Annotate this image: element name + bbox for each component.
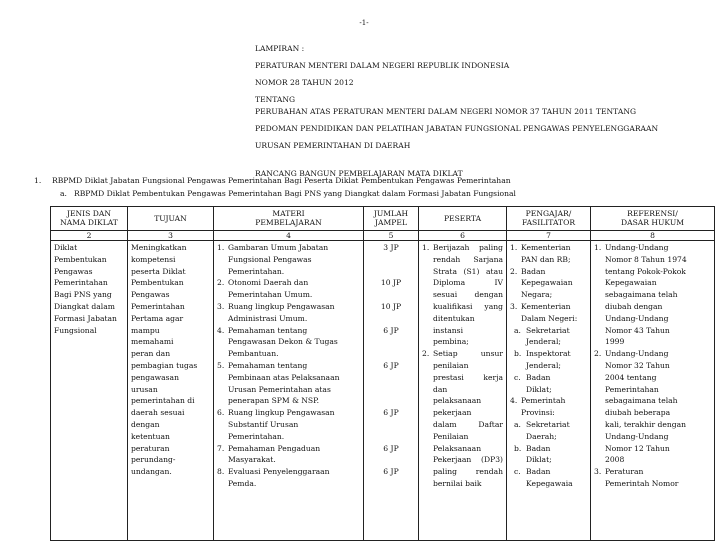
item-line: Nomor 32 Tahun: [605, 360, 670, 370]
jampel-value: [367, 289, 415, 301]
item-line: Kepegawaia: [526, 478, 573, 488]
col-number: 3: [128, 230, 214, 240]
item-text: [526, 325, 587, 349]
item-number: 3.: [594, 467, 602, 477]
item-text: [521, 266, 587, 301]
item-line: Kementerian: [521, 301, 571, 311]
cell-tujuan: [128, 240, 214, 540]
item-line: Daerah;: [526, 431, 557, 441]
item-line: Sekretariat: [526, 325, 570, 335]
item-line: Undang-Undang: [605, 313, 669, 323]
jampel-value: 3 JP: [383, 242, 399, 252]
item-line: Fungsional Pengawas: [228, 254, 312, 264]
item-number: c.: [514, 372, 521, 382]
item-line: paling rendah: [433, 467, 503, 477]
item-line: sebagaimana telah: [605, 290, 678, 300]
item-line: Pemerintahan Umum.: [228, 290, 313, 300]
section-heading: [34, 176, 511, 186]
cell-jampel: [364, 240, 419, 540]
jenis-line: Diklat: [54, 242, 78, 252]
item-line: Badan: [521, 266, 546, 276]
item-line: Pemahaman tentang: [228, 325, 308, 335]
item-number: 4.: [510, 396, 518, 406]
jenis-line: Pemerintahan: [54, 278, 108, 288]
jampel-value: [367, 254, 415, 266]
item-number: a.: [514, 325, 521, 335]
item-line: Strata (S1) atau: [433, 266, 503, 276]
item-line: Pemerintah Nomor: [605, 478, 679, 488]
col-number: 7: [507, 230, 591, 240]
item-text: [228, 325, 360, 360]
col-header-jenis: JENIS DAN NAMA DIKLAT: [51, 207, 128, 231]
regulation-number: NOMOR 28 TAHUN 2012: [255, 78, 354, 87]
item-number: 2.: [422, 349, 430, 359]
tujuan-line: kompetensi: [131, 254, 176, 264]
item-number: 1.: [594, 242, 602, 252]
pengajar-item: [510, 395, 587, 419]
jampel-value: [367, 454, 415, 466]
tentang-label: TENTANG: [255, 95, 296, 104]
item-number: c.: [514, 467, 521, 477]
rancang-bangun-heading: RANCANG BANGUN PEMBELAJARAN MATA DIKLAT: [255, 169, 463, 178]
item-line: Kepegawaian: [521, 278, 573, 288]
pengajar-item: [510, 325, 587, 349]
item-text: [521, 395, 587, 419]
tujuan-line: pengawasan: [131, 372, 179, 382]
item-number: b.: [514, 349, 522, 359]
item-line: Penilaian: [433, 431, 469, 441]
item-line: Peraturan: [605, 467, 644, 477]
col-number: 2: [51, 230, 128, 240]
materi-item: [217, 325, 360, 360]
cell-peserta: [419, 240, 507, 540]
item-line: Ruang lingkup Pengawasan: [228, 301, 335, 311]
regulation-title-line: PERUBAHAN ATAS PERATURAN MENTERI DALAM NEGERI NOMOR 37 TAHUN 2011 TENTANG: [255, 107, 637, 116]
pengajar-item: [510, 242, 587, 266]
jenis-line: Bagi PNS yang: [54, 290, 112, 300]
pengajar-item: [510, 466, 587, 490]
item-line: rendah Sarjana: [433, 254, 503, 264]
item-line: Badan: [526, 443, 551, 453]
item-line: ditentukan: [433, 313, 475, 323]
pengajar-item: [510, 443, 587, 467]
item-line: 1999: [605, 337, 625, 347]
item-line: tentang Pokok-Pokok: [605, 266, 686, 276]
item-line: Diklat;: [526, 384, 552, 394]
cell-referensi: [591, 240, 715, 540]
jenis-line: Pembentukan: [54, 254, 107, 264]
rbpmd-table: [50, 206, 715, 541]
item-text: [228, 277, 360, 301]
item-line: Undang-Undang: [605, 242, 669, 252]
item-line: instansi: [433, 325, 464, 335]
section-number: 1.: [34, 176, 42, 185]
tujuan-line: mampu: [131, 325, 160, 335]
item-line: Kementerian: [521, 242, 571, 252]
tujuan-line: peserta Diklat: [131, 266, 186, 276]
item-line: bernilai baik: [433, 478, 482, 488]
pengajar-item: [510, 301, 587, 325]
tujuan-line: Pembentukan: [131, 278, 184, 288]
item-text: [605, 466, 711, 490]
item-line: Berijazah paling: [433, 242, 503, 252]
item-text: [605, 242, 711, 348]
col-number: 8: [591, 230, 715, 240]
item-line: Pengawasan Dekon & Tugas: [228, 337, 338, 347]
item-number: 2.: [510, 266, 518, 276]
col-header-pengajar: PENGAJAR/ FASILITATOR: [507, 207, 591, 231]
referensi-item: [594, 466, 711, 490]
regulation-title-line: PEDOMAN PENDIDIKAN DAN PELATIHAN JABATAN FUNGSIONAL PENGAWAS PENYELENGGARAAN: [255, 124, 659, 133]
regulation-title-line: URUSAN PEMERINTAHAN DI DAERAH: [255, 141, 411, 150]
item-text: [228, 407, 360, 442]
item-line: Administrasi Umum.: [228, 313, 308, 323]
jenis-line: Diangkat dalam: [54, 301, 115, 311]
jenis-line: Formasi Jabatan: [54, 313, 117, 323]
cell-pengajar: [507, 240, 591, 540]
col-number: 5: [364, 230, 419, 240]
item-number: 3.: [217, 301, 225, 311]
item-line: dan: [433, 384, 448, 394]
col-header-referensi: REFERENSI/ DASAR HUKUM: [591, 207, 715, 231]
item-line: diubah dengan: [605, 301, 663, 311]
item-line: Otonomi Daerah dan: [228, 278, 309, 288]
materi-item: [217, 466, 360, 490]
jampel-value: [367, 384, 415, 396]
item-line: Setiap unsur: [433, 349, 503, 359]
materi-item: [217, 360, 360, 407]
tujuan-line: Meningkatkan: [131, 242, 187, 252]
jampel-value: 6 JP: [383, 467, 399, 477]
item-line: Urusan Pemerintahan atas: [228, 384, 331, 394]
item-line: PAN dan RB;: [521, 254, 571, 264]
tujuan-line: urusan: [131, 384, 158, 394]
tujuan-line: peran dan: [131, 349, 171, 359]
item-line: Pembinaan atas Pelaksanaan: [228, 372, 340, 382]
item-line: Pemerintah: [521, 396, 566, 406]
item-line: Pemda.: [228, 478, 257, 488]
tujuan-line: pembagian tugas: [131, 360, 198, 370]
item-line: sebagaimana telah: [605, 396, 678, 406]
pengajar-item: [510, 266, 587, 301]
item-number: b.: [514, 443, 522, 453]
item-text: [526, 372, 587, 396]
item-number: a.: [514, 419, 521, 429]
jampel-value: [367, 431, 415, 443]
item-line: pembina;: [433, 337, 469, 347]
item-line: kali, terakhir dengan: [605, 419, 687, 429]
peserta-item: [422, 242, 503, 348]
col-header-jampel: JUMLAH JAMPEL: [364, 207, 419, 231]
tujuan-line: peraturan: [131, 443, 170, 453]
document-header: [255, 43, 715, 180]
item-line: penerapan SPM & NSP.: [228, 396, 320, 406]
item-line: kualifikasi yang: [433, 301, 503, 311]
item-line: penilaian: [433, 360, 469, 370]
referensi-item: [594, 242, 711, 348]
subsection-number: a.: [60, 189, 67, 198]
item-number: 8.: [217, 467, 225, 477]
item-line: Undang-Undang: [605, 431, 669, 441]
item-text: [228, 360, 360, 407]
item-number: 4.: [217, 325, 225, 335]
jampel-value: [367, 419, 415, 431]
column-number-row: [51, 230, 715, 240]
tujuan-line: dengan: [131, 419, 160, 429]
jampel-value: [367, 395, 415, 407]
pengajar-item: [510, 419, 587, 443]
item-text: [228, 466, 360, 490]
jampel-value: [367, 313, 415, 325]
item-line: diubah beberapa: [605, 408, 671, 418]
item-line: Provinsi:: [521, 408, 555, 418]
item-line: Nomor 43 Tahun: [605, 325, 670, 335]
item-line: 2004 tentang: [605, 372, 657, 382]
tujuan-line: memahami: [131, 337, 174, 347]
item-text: [526, 443, 587, 467]
materi-item: [217, 277, 360, 301]
item-line: Pemerintahan: [605, 384, 659, 394]
cell-materi: [214, 240, 364, 540]
jenis-line: Fungsional: [54, 325, 97, 335]
jampel-value: [367, 348, 415, 360]
item-line: Sekretariat: [526, 419, 570, 429]
item-text: [521, 242, 587, 266]
item-text: [228, 242, 360, 277]
item-line: Pemahaman Pengaduan: [228, 443, 321, 453]
item-line: 2008: [605, 455, 625, 465]
item-line: sesuai dengan: [433, 290, 503, 300]
item-number: 1.: [510, 242, 518, 252]
item-number: 2.: [217, 278, 225, 288]
jenis-line: Pengawas: [54, 266, 93, 276]
item-text: [605, 348, 711, 466]
item-text: [521, 301, 587, 325]
lampiran-label: LAMPIRAN :: [255, 44, 305, 53]
item-line: Pemerintahan.: [228, 431, 285, 441]
tujuan-line: Pengawas: [131, 290, 170, 300]
section-text: RBPMD Diklat Jabatan Fungsional Pengawas Pemerintahan Bagi Peserta Diklat Pembentukan Pengawas Pemerintahan: [52, 176, 511, 185]
page-number: -1-: [359, 19, 369, 27]
materi-item: [217, 301, 360, 325]
peserta-item: [422, 348, 503, 490]
item-text: [526, 466, 587, 490]
item-number: 1.: [422, 242, 430, 252]
item-line: Masyarakat.: [228, 455, 276, 465]
pengajar-item: [510, 372, 587, 396]
jampel-value: [367, 336, 415, 348]
materi-item: [217, 242, 360, 277]
item-line: Nomor 8 Tahun 1974: [605, 254, 687, 264]
tujuan-line: ketentuan: [131, 431, 170, 441]
regulation-name: PERATURAN MENTERI DALAM NEGERI REPUBLIK INDONESIA: [255, 61, 510, 70]
item-line: Pemerintahan.: [228, 266, 285, 276]
subsection-heading: [60, 189, 516, 199]
col-header-materi: MATERI PEMBELAJARAN: [214, 207, 364, 231]
jampel-value: 6 JP: [383, 325, 399, 335]
item-line: Negara;: [521, 290, 553, 300]
item-line: pekerjaan: [433, 408, 472, 418]
item-text: [228, 443, 360, 467]
item-line: Jenderal;: [526, 337, 561, 347]
tujuan-line: perundang-: [131, 455, 176, 465]
item-line: Kepegawaian: [605, 278, 657, 288]
item-line: Ruang lingkup Pengawasan: [228, 408, 335, 418]
tujuan-line: undangan.: [131, 467, 172, 477]
item-line: Evaluasi Penyelenggaraan: [228, 467, 330, 477]
subsection-text: RBPMD Diklat Pembentukan Pengawas Pemerintahan Bagi PNS yang Diangkat dalam Formasi Jabatan Fungsional: [74, 189, 516, 198]
col-number: 6: [419, 230, 507, 240]
item-line: Diklat;: [526, 455, 552, 465]
item-line: Badan: [526, 467, 551, 477]
item-line: Dalam Negeri:: [521, 313, 578, 323]
jampel-value: 6 JP: [383, 443, 399, 453]
tujuan-line: daerah sesuai: [131, 408, 185, 418]
item-line: Substantif Urusan: [228, 419, 299, 429]
item-line: dalam Daftar: [433, 419, 503, 429]
materi-item: [217, 443, 360, 467]
materi-item: [217, 407, 360, 442]
col-number: 4: [214, 230, 364, 240]
tujuan-line: pemerintahan di: [131, 396, 195, 406]
item-line: Pembantuan.: [228, 349, 279, 359]
jampel-value: 10 JP: [380, 301, 402, 311]
col-header-peserta: PESERTA: [419, 207, 507, 231]
col-header-tujuan: TUJUAN: [128, 207, 214, 231]
table-row: [51, 240, 715, 540]
item-line: Pemahaman tentang: [228, 360, 308, 370]
item-text: [433, 242, 503, 348]
item-line: Pekerjaan (DP3): [433, 455, 503, 465]
jampel-value: [367, 372, 415, 384]
item-line: Gambaran Umum Jabatan: [228, 242, 329, 252]
jampel-value: 6 JP: [383, 408, 399, 418]
tujuan-line: Pemerintahan: [131, 301, 185, 311]
referensi-item: [594, 348, 711, 466]
jampel-value: [367, 266, 415, 278]
item-text: [526, 419, 587, 443]
item-line: pelaksanaan: [433, 396, 482, 406]
item-line: Pelaksanaan: [433, 443, 482, 453]
item-line: Nomor 12 Tahun: [605, 443, 670, 453]
item-text: [433, 348, 503, 490]
item-text: [526, 348, 587, 372]
item-line: prestasi kerja: [433, 372, 503, 382]
item-number: 2.: [594, 349, 602, 359]
item-number: 6.: [217, 408, 225, 418]
cell-jenis: [51, 240, 128, 540]
item-line: Inspektorat: [526, 349, 571, 359]
item-line: Diploma IV: [433, 278, 503, 288]
item-line: Badan: [526, 372, 551, 382]
jampel-value: 6 JP: [383, 360, 399, 370]
item-text: [228, 301, 360, 325]
item-number: 1.: [217, 242, 225, 252]
item-number: 3.: [510, 301, 518, 311]
item-line: Jenderal;: [526, 360, 561, 370]
item-number: 5.: [217, 360, 225, 370]
header-row: [51, 207, 715, 231]
item-number: 7.: [217, 443, 225, 453]
jampel-value: 10 JP: [380, 278, 402, 288]
tujuan-line: Pertama agar: [131, 313, 184, 323]
item-line: Undang-Undang: [605, 349, 669, 359]
pengajar-item: [510, 348, 587, 372]
